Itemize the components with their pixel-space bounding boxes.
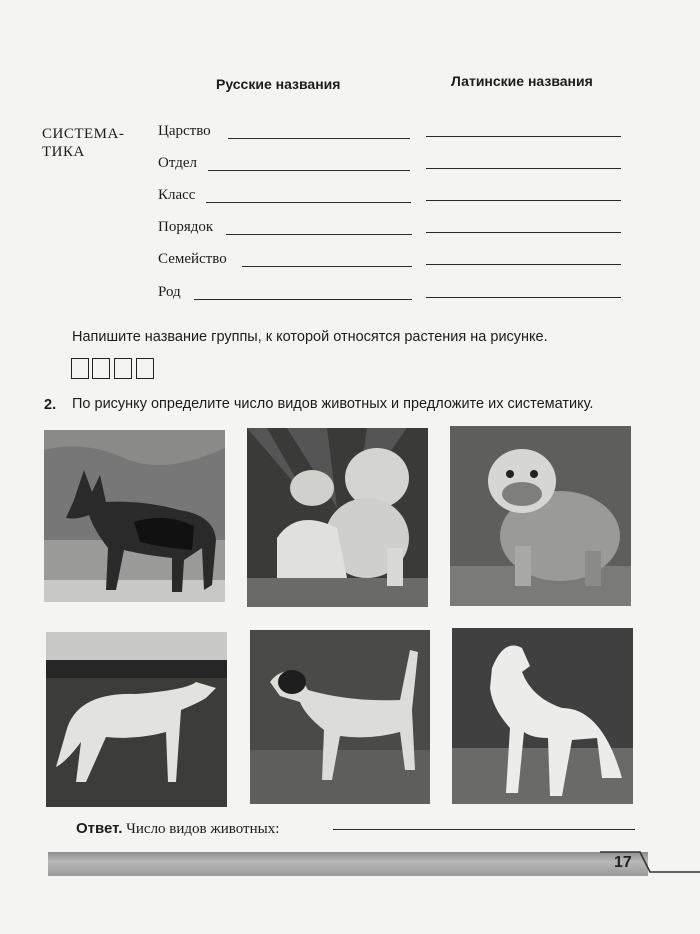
russian-answer-line[interactable] bbox=[226, 234, 412, 235]
task2-number: 2. bbox=[44, 397, 57, 413]
systematics-label-line2: ТИКА bbox=[42, 144, 85, 160]
answer-box[interactable] bbox=[114, 358, 132, 379]
answer-box[interactable] bbox=[71, 358, 89, 379]
latin-names-header: Латинские названия bbox=[451, 73, 593, 89]
rank-name: Семейство bbox=[158, 251, 227, 267]
rank-row-class bbox=[158, 187, 628, 207]
rank-name: Род bbox=[158, 284, 181, 300]
russian-answer-line[interactable] bbox=[194, 299, 412, 300]
answer-text: Число видов животных: bbox=[126, 821, 280, 837]
answer-box[interactable] bbox=[92, 358, 110, 379]
task1-prompt: Напишите название группы, к которой относятся растения на рисунке. bbox=[72, 329, 548, 345]
page-number: 17 bbox=[614, 854, 632, 871]
rank-name: Отдел bbox=[158, 155, 197, 171]
photo-german-shepherd bbox=[44, 430, 225, 602]
answer-row bbox=[76, 820, 279, 838]
species-count-answer-line[interactable] bbox=[333, 829, 635, 830]
russian-answer-line[interactable] bbox=[208, 170, 410, 171]
rank-row-family bbox=[158, 251, 628, 271]
rank-row-order bbox=[158, 219, 628, 239]
latin-answer-line[interactable] bbox=[426, 168, 621, 169]
rank-row-kingdom bbox=[158, 123, 628, 143]
rank-name: Царство bbox=[158, 123, 211, 139]
answer-label: Ответ. bbox=[76, 820, 123, 837]
rank-name: Класс bbox=[158, 187, 196, 203]
russian-answer-line[interactable] bbox=[206, 202, 411, 203]
russian-answer-line[interactable] bbox=[242, 266, 412, 267]
rank-row-genus bbox=[158, 284, 628, 304]
latin-answer-line[interactable] bbox=[426, 136, 621, 137]
rank-name: Порядок bbox=[158, 219, 214, 235]
photo-setter bbox=[250, 630, 430, 804]
footer-band bbox=[48, 852, 648, 876]
russian-answer-line[interactable] bbox=[228, 138, 410, 139]
systematics-label-line1: СИСТЕМА- bbox=[42, 126, 125, 142]
photo-bulldog bbox=[450, 426, 631, 606]
photo-borzoi bbox=[46, 632, 227, 807]
rank-row-division bbox=[158, 155, 628, 175]
systematics-label bbox=[42, 125, 124, 161]
photo-poodle bbox=[247, 428, 428, 607]
answer-box[interactable] bbox=[136, 358, 154, 379]
photo-afghan-hound bbox=[452, 628, 633, 804]
latin-answer-line[interactable] bbox=[426, 297, 621, 298]
latin-answer-line[interactable] bbox=[426, 200, 621, 201]
russian-names-header: Русские названия bbox=[216, 76, 341, 92]
latin-answer-line[interactable] bbox=[426, 232, 621, 233]
task2-prompt: По рисунку определите число видов животных и предложите их систематику. bbox=[72, 396, 594, 412]
latin-answer-line[interactable] bbox=[426, 264, 621, 265]
